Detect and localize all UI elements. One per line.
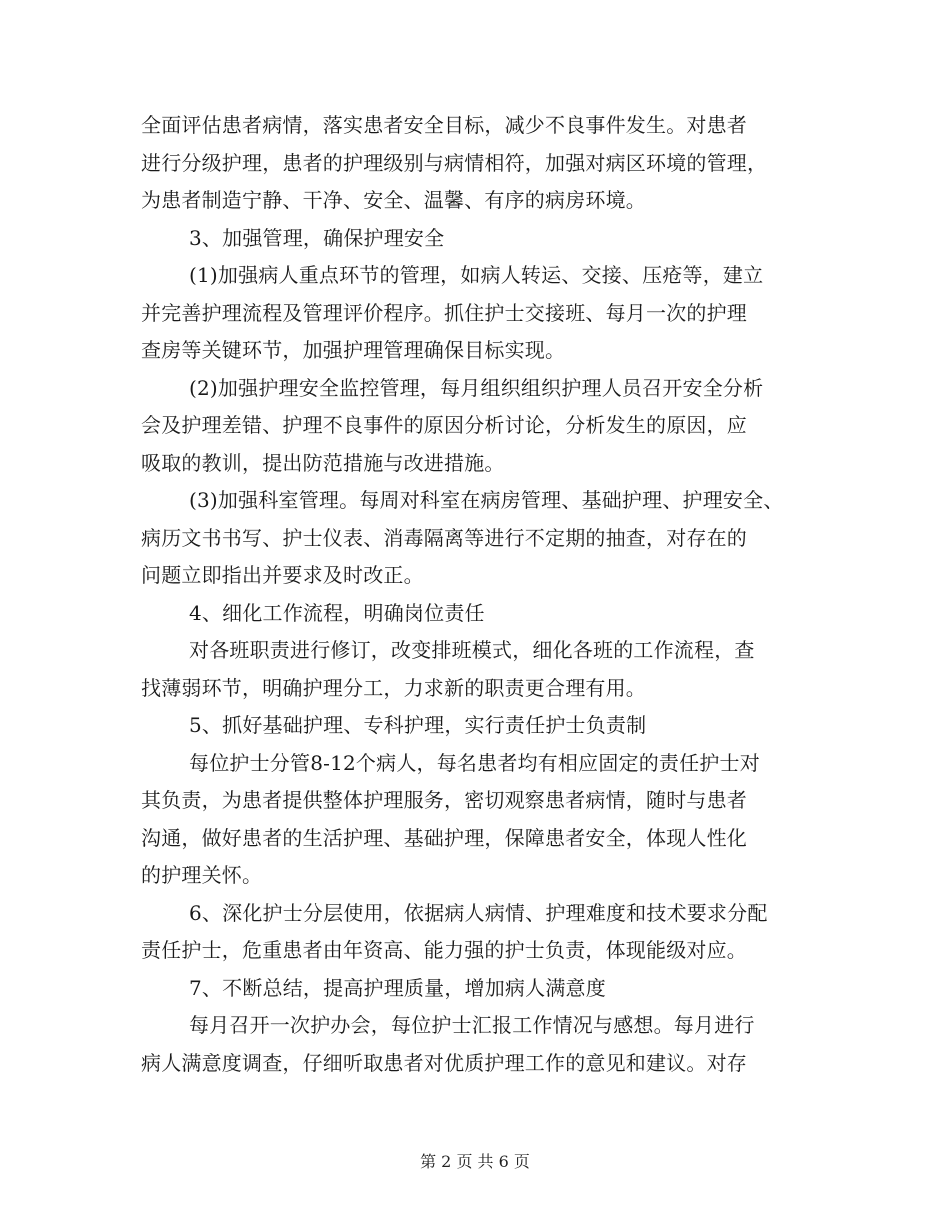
text-line: 责任护士，危重患者由年资高、能力强的护士负责，体现能级对应。 (141, 938, 747, 962)
document-body (141, 107, 831, 1082)
text-line: 找薄弱环节，明确护理分工，力求新的职责更合理有用。 (141, 675, 646, 700)
text-line: 会及护理差错、护理不良事件的原因分析讨论，分析发生的原因，应 (141, 413, 747, 437)
text-line: 其负责，为患者提供整体护理服务，密切观察患者病情，随时与患者 (141, 788, 747, 812)
text-line: 病人满意度调查，仔细听取患者对优质护理工作的意见和建议。对存 (141, 1050, 747, 1075)
text-line: 3、加强管理，确保护理安全 (189, 225, 445, 250)
text-line: 问题立即指出并要求及时改正。 (141, 563, 424, 587)
text-line: 吸取的教训，提出防范措施与改进措施。 (141, 450, 505, 475)
text-line: 查房等关键环节，加强护理管理确保目标实现。 (141, 338, 566, 362)
text-line: 为患者制造宁静、干净、安全、温馨、有序的病房环境。 (141, 188, 646, 212)
text-line: 对各班职责进行修订，改变排班模式，细化各班的工作流程，查 (189, 638, 755, 662)
text-line: 4、细化工作流程，明确岗位责任 (189, 600, 485, 625)
text-line: 的护理关怀。 (141, 863, 263, 887)
text-line: 病历文书书写、护士仪表、消毒隔离等进行不定期的抽查，对存在的 (141, 525, 747, 550)
text-line: 并完善护理流程及管理评价程序。抓住护士交接班、每月一次的护理 (141, 300, 747, 325)
text-line: (3)加强科室管理。每周对科室在病房管理、基础护理、护理安全、 (189, 488, 784, 512)
text-line: 6、深化护士分层使用，依据病人病情、护理难度和技术要求分配 (189, 900, 768, 925)
text-line: (1)加强病人重点环节的管理，如病人转运、交接、压疮等，建立 (189, 263, 764, 287)
text-line: 沟通，做好患者的生活护理、基础护理，保障患者安全，体现人性化 (141, 825, 747, 850)
text-line: 5、抓好基础护理、专科护理，实行责任护士负责制 (189, 713, 647, 737)
text-line: 进行分级护理，患者的护理级别与病情相符，加强对病区环境的管理， (141, 150, 768, 175)
page-number-footer: 第 2 页 共 6 页 (420, 1152, 530, 1171)
text-line: 全面评估患者病情，落实患者安全目标，减少不良事件发生。对患者 (141, 113, 747, 137)
text-line: 7、不断总结，提高护理质量，增加病人满意度 (189, 975, 606, 1000)
text-line: 每位护士分管8-12个病人，每名患者均有相应固定的责任护士对 (189, 750, 760, 775)
text-line: (2)加强护理安全监控管理，每月组织组织护理人员召开安全分析 (189, 375, 764, 400)
text-line: 每月召开一次护办会，每位护士汇报工作情况与感想。每月进行 (189, 1013, 755, 1037)
